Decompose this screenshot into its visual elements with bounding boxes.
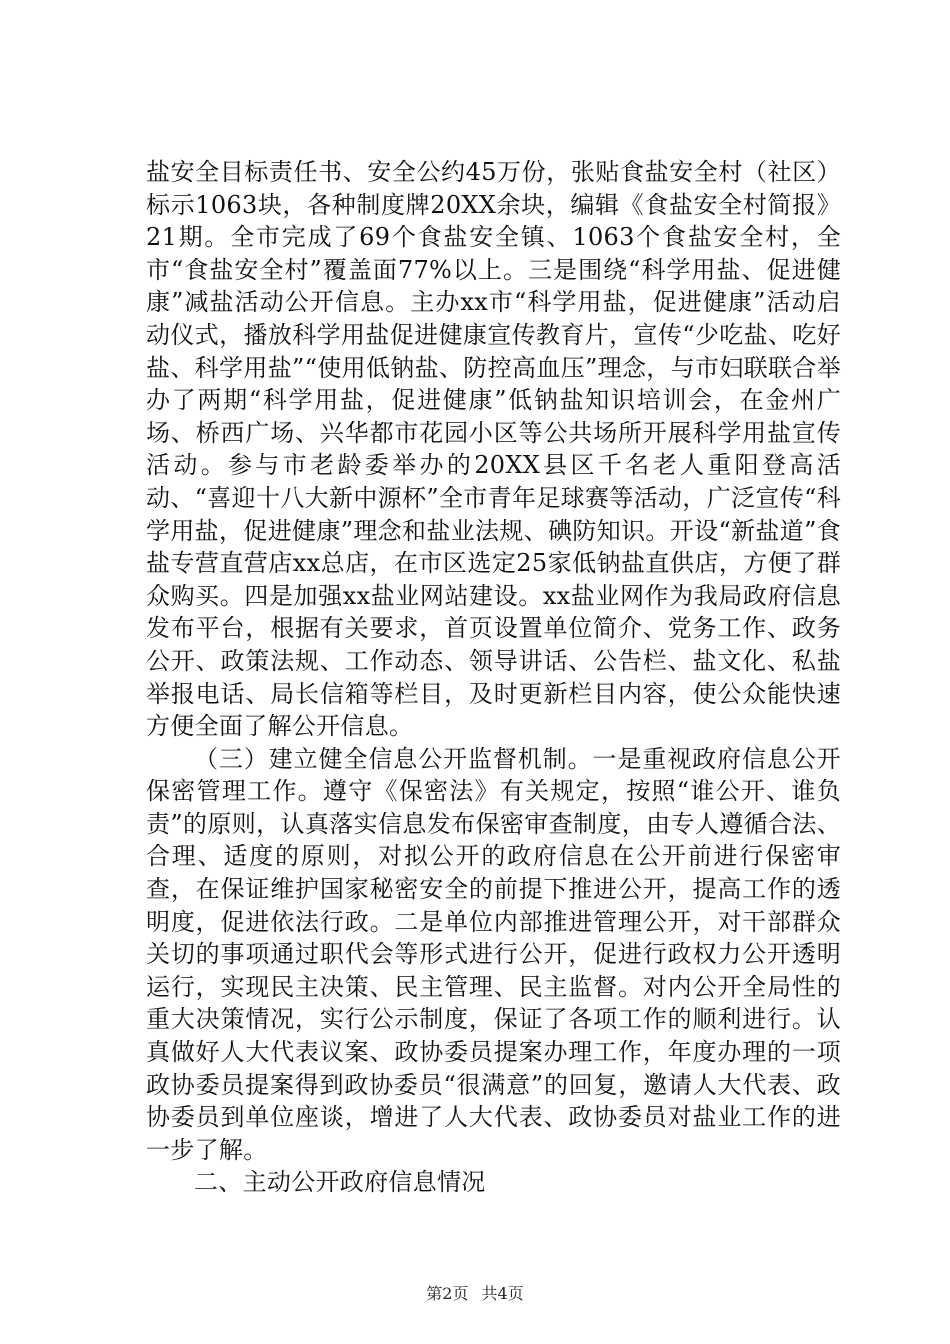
body-paragraph-2: （三）建立健全信息公开监督机制。一是重视政府信息公开保密管理工作。遵守《保密法》有关规定，按照“谁公开、谁负责”的原则，认真落实信息发布保密审查制度，由专人遵循合法、合理、适度的原则，对拟公开的政府信息在公开前进行保密审查，在保证维护国家秘密安全的前提下推进公开，提高工作的透明度，促进依法行政。二是单位内部推进管理公开，对干部群众关切的事项通过职代会等形式进行公开，促进行政权力公开透明运行，实现民主决策、民主管理、民主监督。对内公开全局性的重大决策情况，实行公示制度，保证了各项工作的顺利进行。认真做好人大代表议案、政协委员提案办理工作，年度办理的一项政协委员提案得到政协委员“很满意”的回复，邀请人大代表、政协委员到单位座谈，增进了人大代表、政协委员对盐业工作的进一步了解。 [146,744,841,1164]
body-paragraph-1: 盐安全目标责任书、安全公约45万份，张贴食盐安全村（社区）标示1063块，各种制度牌20XX余块，编辑《食盐安全村简报》21期。全市完成了69个食盐安全镇、1063个食盐安全村，全市“食盐安全村”覆盖面77%以上。三是围绕“科学用盐、促进健康”减盐活动公开信息。主办xx市“科学用盐，促进健康”活动启动仪式，播放科学用盐促进健康宣传教育片，宣传“少吃盐、吃好盐、科学用盐”“使用低钠盐、防控高血压”理念，与市妇联联合举办了两期“科学用盐，促进健康”低钠盐知识培训会，在金州广场、桥西广场、兴华都市花园小区等公共场所开展科学用盐宣传活动。参与市老龄委举办的20XX县区千名老人重阳登高活动、“喜迎十八大新中源杯”全市青年足球赛等活动，广泛宣传“科学用盐，促进健康”理念和盐业法规、碘防知识。开设“新盐道”食盐专营直营店xx总店，在市区选定25家低钠盐直供店，方便了群众购买。四是加强xx盐业网站建设。xx盐业网作为我局政府信息发布平台，根据有关要求，首页设置单位简介、党务工作、政务公开、政策法规、工作动态、领导讲话、公告栏、盐文化、私盐举报电话、局长信箱等栏目，及时更新栏目内容，使公众能快速方便全面了解公开信息。 [146,158,841,741]
page-footer [0,1284,950,1304]
page-number: 第2页 [426,1284,469,1303]
page-total: 共4页 [481,1284,524,1303]
section-heading: 二、主动公开政府信息情况 [194,1168,486,1197]
document-body [146,156,841,1199]
